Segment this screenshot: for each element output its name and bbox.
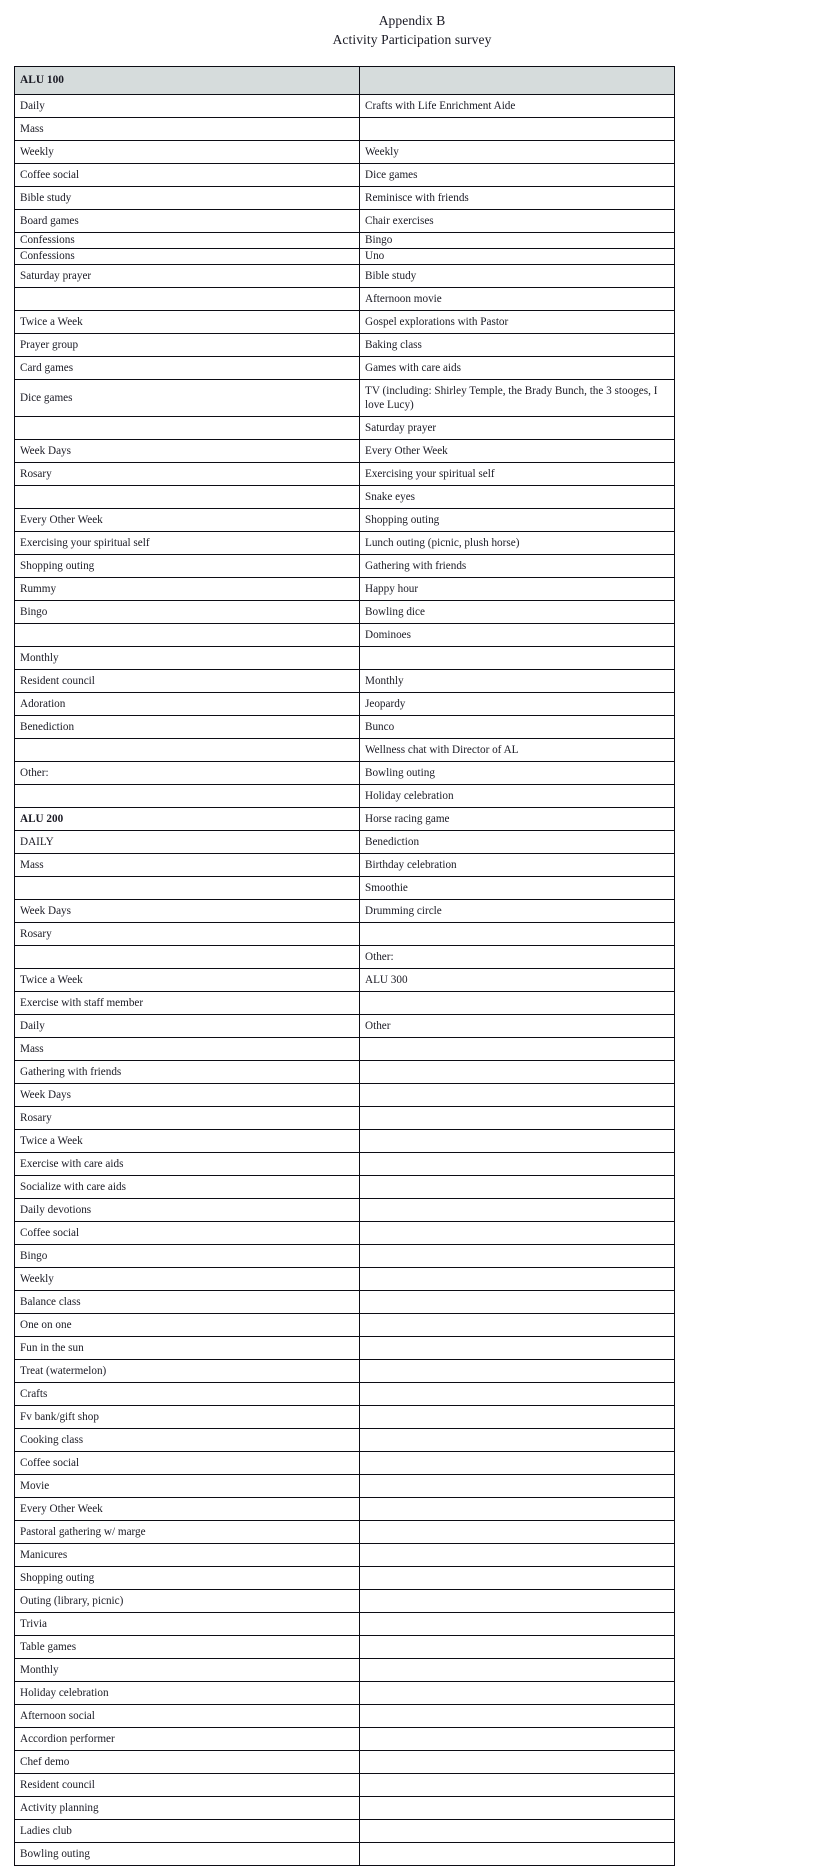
table-cell-frequency: Movie xyxy=(15,1475,360,1498)
table-cell-activity: Horse racing game xyxy=(360,808,675,831)
table-row xyxy=(15,739,675,762)
table-cell-activity: Other xyxy=(360,1015,675,1038)
table-cell-frequency: Shopping outing xyxy=(15,555,360,578)
table-row xyxy=(15,1452,675,1475)
table-cell-activity-blank xyxy=(360,1843,675,1866)
table-cell-frequency: Treat (watermelon) xyxy=(15,1360,360,1383)
table-row xyxy=(15,1682,675,1705)
table-cell-frequency: Week Days xyxy=(15,1084,360,1107)
table-row xyxy=(15,670,675,693)
table-cell-frequency: Socialize with care aids xyxy=(15,1176,360,1199)
table-cell-activity-blank xyxy=(360,1452,675,1475)
table-cell-frequency-blank xyxy=(15,877,360,900)
table-cell-activity: Bingo xyxy=(360,233,675,249)
table-cell-activity: Happy hour xyxy=(360,578,675,601)
table-row xyxy=(15,578,675,601)
table-cell-activity: Baking class xyxy=(360,334,675,357)
table-row xyxy=(15,357,675,380)
table-container xyxy=(0,49,824,1866)
table-cell-activity-blank xyxy=(360,1061,675,1084)
table-cell-activity: Gathering with friends xyxy=(360,555,675,578)
table-row xyxy=(15,1314,675,1337)
table-row xyxy=(15,141,675,164)
table-row xyxy=(15,1383,675,1406)
table-cell-activity: Bible study xyxy=(360,265,675,288)
table-row xyxy=(15,1153,675,1176)
table-row xyxy=(15,265,675,288)
table-cell-frequency: Pastoral gathering w/ marge xyxy=(15,1521,360,1544)
page-title-line-1: Appendix B xyxy=(378,13,446,28)
table-row xyxy=(15,601,675,624)
table-cell-activity-blank xyxy=(360,1797,675,1820)
table-cell-frequency: Every Other Week xyxy=(15,509,360,532)
table-cell-frequency-blank xyxy=(15,417,360,440)
table-cell-frequency: Exercise with care aids xyxy=(15,1153,360,1176)
table-cell-activity-blank xyxy=(360,1130,675,1153)
table-row xyxy=(15,1567,675,1590)
table-row xyxy=(15,1199,675,1222)
table-cell-frequency: Trivia xyxy=(15,1613,360,1636)
table-cell-activity: Benediction xyxy=(360,831,675,854)
table-cell-frequency: Adoration xyxy=(15,693,360,716)
table-cell-activity-blank xyxy=(360,1613,675,1636)
table-cell-activity-blank xyxy=(360,1314,675,1337)
table-cell-frequency: Weekly xyxy=(15,1268,360,1291)
table-row xyxy=(15,532,675,555)
table-cell-frequency: Gathering with friends xyxy=(15,1061,360,1084)
table-cell-activity: Uno xyxy=(360,249,675,265)
table-row xyxy=(15,1659,675,1682)
table-row xyxy=(15,647,675,670)
table-row xyxy=(15,1705,675,1728)
table-cell-activity: Dice games xyxy=(360,164,675,187)
table-cell-frequency: Shopping outing xyxy=(15,1567,360,1590)
table-cell-activity: Weekly xyxy=(360,141,675,164)
table-cell-activity-blank xyxy=(360,1245,675,1268)
table-row xyxy=(15,1751,675,1774)
table-cell-frequency: Bowling outing xyxy=(15,1843,360,1866)
table-row xyxy=(15,463,675,486)
table-row xyxy=(15,1498,675,1521)
table-cell-frequency: Prayer group xyxy=(15,334,360,357)
table-cell-frequency: Rosary xyxy=(15,1107,360,1130)
table-cell-frequency: Daily devotions xyxy=(15,1199,360,1222)
table-row xyxy=(15,831,675,854)
table-row xyxy=(15,486,675,509)
table-cell-activity-blank xyxy=(360,1337,675,1360)
table-row xyxy=(15,417,675,440)
table-row xyxy=(15,1268,675,1291)
table-row xyxy=(15,1475,675,1498)
table-cell-frequency: Coffee social xyxy=(15,164,360,187)
table-row xyxy=(15,808,675,831)
table-cell-activity: Wellness chat with Director of AL xyxy=(360,739,675,762)
table-cell-activity-blank xyxy=(360,1636,675,1659)
table-cell-activity-blank xyxy=(360,1498,675,1521)
table-cell-activity: Crafts with Life Enrichment Aide xyxy=(360,95,675,118)
table-row xyxy=(15,946,675,969)
table-cell-activity-blank xyxy=(360,1659,675,1682)
table-row xyxy=(15,923,675,946)
table-row xyxy=(15,1245,675,1268)
table-header-cell-group: ALU 100 xyxy=(15,67,360,95)
table-cell-frequency-blank xyxy=(15,739,360,762)
table-cell-activity: Games with care aids xyxy=(360,357,675,380)
table-cell-activity-blank xyxy=(360,1475,675,1498)
table-cell-frequency: Manicures xyxy=(15,1544,360,1567)
table-row xyxy=(15,992,675,1015)
table-cell-activity: Afternoon movie xyxy=(360,288,675,311)
table-row xyxy=(15,1061,675,1084)
table-cell-activity: Bowling dice xyxy=(360,601,675,624)
table-row xyxy=(15,1544,675,1567)
table-row xyxy=(15,1084,675,1107)
table-cell-frequency: Ladies club xyxy=(15,1820,360,1843)
table-cell-frequency-blank xyxy=(15,486,360,509)
table-cell-frequency: Coffee social xyxy=(15,1222,360,1245)
table-row xyxy=(15,900,675,923)
table-cell-frequency: Mass xyxy=(15,1038,360,1061)
table-row xyxy=(15,164,675,187)
table-cell-activity-blank xyxy=(360,1291,675,1314)
table-row xyxy=(15,380,675,417)
table-header-cell-blank xyxy=(360,67,675,95)
table-cell-frequency: Exercising your spiritual self xyxy=(15,532,360,555)
table-cell-frequency: Daily xyxy=(15,1015,360,1038)
table-row xyxy=(15,1797,675,1820)
table-cell-frequency: Bingo xyxy=(15,1245,360,1268)
table-row xyxy=(15,1107,675,1130)
table-row xyxy=(15,187,675,210)
table-row xyxy=(15,1636,675,1659)
table-cell-frequency: Dice games xyxy=(15,380,360,417)
table-row xyxy=(15,693,675,716)
table-cell-activity-blank xyxy=(360,1406,675,1429)
table-cell-frequency: Week Days xyxy=(15,440,360,463)
table-cell-activity: Gospel explorations with Pastor xyxy=(360,311,675,334)
table-cell-activity: Monthly xyxy=(360,670,675,693)
table-cell-activity: Lunch outing (picnic, plush horse) xyxy=(360,532,675,555)
table-cell-frequency: Resident council xyxy=(15,1774,360,1797)
table-cell-activity: ALU 300 xyxy=(360,969,675,992)
table-cell-activity: Bowling outing xyxy=(360,762,675,785)
table-row xyxy=(15,334,675,357)
table-cell-frequency-blank xyxy=(15,785,360,808)
table-cell-frequency: Week Days xyxy=(15,900,360,923)
table-row xyxy=(15,1360,675,1383)
table-cell-activity-blank xyxy=(360,1199,675,1222)
table-row xyxy=(15,440,675,463)
table-row xyxy=(15,1038,675,1061)
table-cell-activity-blank xyxy=(360,1222,675,1245)
page-title-line-2: Activity Participation survey xyxy=(332,32,492,47)
table-row xyxy=(15,249,675,265)
table-cell-frequency: DAILY xyxy=(15,831,360,854)
table-cell-activity-blank xyxy=(360,1383,675,1406)
table-cell-activity: Drumming circle xyxy=(360,900,675,923)
table-row xyxy=(15,1590,675,1613)
table-cell-activity-blank xyxy=(360,1820,675,1843)
table-row xyxy=(15,311,675,334)
table-cell-activity-blank xyxy=(360,118,675,141)
table-cell-activity-blank xyxy=(360,1153,675,1176)
table-cell-activity-blank xyxy=(360,1084,675,1107)
table-cell-frequency-blank xyxy=(15,946,360,969)
table-row xyxy=(15,785,675,808)
table-cell-frequency: Resident council xyxy=(15,670,360,693)
table-row xyxy=(15,1843,675,1866)
table-cell-activity-blank xyxy=(360,1429,675,1452)
table-cell-frequency: Board games xyxy=(15,210,360,233)
table-row xyxy=(15,210,675,233)
table-row xyxy=(15,233,675,249)
table-cell-activity: Bunco xyxy=(360,716,675,739)
table-row xyxy=(15,95,675,118)
table-cell-activity: Birthday celebration xyxy=(360,854,675,877)
table-cell-frequency: ALU 200 xyxy=(15,808,360,831)
table-cell-activity: Chair exercises xyxy=(360,210,675,233)
table-row xyxy=(15,1406,675,1429)
table-cell-activity-blank xyxy=(360,1521,675,1544)
table-cell-frequency: Activity planning xyxy=(15,1797,360,1820)
table-header-row xyxy=(15,67,675,95)
table-cell-frequency-blank xyxy=(15,624,360,647)
table-cell-activity-blank xyxy=(360,1590,675,1613)
table-cell-frequency: Rosary xyxy=(15,463,360,486)
table-cell-activity: Jeopardy xyxy=(360,693,675,716)
table-row xyxy=(15,288,675,311)
table-cell-frequency: Benediction xyxy=(15,716,360,739)
table-cell-frequency: Confessions xyxy=(15,233,360,249)
table-cell-frequency: Exercise with staff member xyxy=(15,992,360,1015)
table-cell-activity: Snake eyes xyxy=(360,486,675,509)
table-row xyxy=(15,509,675,532)
table-cell-activity: TV (including: Shirley Temple, the Brady Bunch, the 3 stooges, I love Lucy) xyxy=(360,380,675,417)
table-row xyxy=(15,1176,675,1199)
table-cell-frequency: Afternoon social xyxy=(15,1705,360,1728)
table-cell-activity: Every Other Week xyxy=(360,440,675,463)
table-cell-activity-blank xyxy=(360,1567,675,1590)
table-cell-activity: Other: xyxy=(360,946,675,969)
table-cell-activity: Exercising your spiritual self xyxy=(360,463,675,486)
table-cell-frequency: Cooking class xyxy=(15,1429,360,1452)
table-cell-frequency: Saturday prayer xyxy=(15,265,360,288)
table-cell-frequency: Mass xyxy=(15,118,360,141)
table-cell-activity-blank xyxy=(360,1360,675,1383)
table-cell-frequency: Crafts xyxy=(15,1383,360,1406)
table-cell-frequency: One on one xyxy=(15,1314,360,1337)
table-cell-frequency: Every Other Week xyxy=(15,1498,360,1521)
table-cell-frequency: Daily xyxy=(15,95,360,118)
table-cell-frequency: Rosary xyxy=(15,923,360,946)
table-cell-frequency: Table games xyxy=(15,1636,360,1659)
table-cell-frequency: Monthly xyxy=(15,647,360,670)
table-cell-frequency: Mass xyxy=(15,854,360,877)
table-cell-activity-blank xyxy=(360,1682,675,1705)
table-cell-frequency: Rummy xyxy=(15,578,360,601)
table-cell-frequency: Other: xyxy=(15,762,360,785)
table-cell-activity-blank xyxy=(360,1705,675,1728)
table-cell-frequency: Balance class xyxy=(15,1291,360,1314)
page-title xyxy=(0,0,824,49)
table-row xyxy=(15,1820,675,1843)
table-row xyxy=(15,762,675,785)
table-cell-activity-blank xyxy=(360,1268,675,1291)
table-row xyxy=(15,1429,675,1452)
table-cell-frequency: Fun in the sun xyxy=(15,1337,360,1360)
table-cell-frequency: Card games xyxy=(15,357,360,380)
activity-participation-survey-table xyxy=(14,66,675,1866)
table-cell-activity-blank xyxy=(360,923,675,946)
table-row xyxy=(15,1521,675,1544)
table-row xyxy=(15,1774,675,1797)
table-cell-activity-blank xyxy=(360,1751,675,1774)
table-cell-activity: Holiday celebration xyxy=(360,785,675,808)
table-row xyxy=(15,854,675,877)
table-cell-activity-blank xyxy=(360,647,675,670)
table-cell-frequency: Coffee social xyxy=(15,1452,360,1475)
table-row xyxy=(15,624,675,647)
table-row xyxy=(15,1337,675,1360)
table-cell-frequency: Twice a Week xyxy=(15,311,360,334)
table-cell-frequency: Bible study xyxy=(15,187,360,210)
table-cell-frequency: Twice a Week xyxy=(15,969,360,992)
table-row xyxy=(15,877,675,900)
table-row xyxy=(15,555,675,578)
table-row xyxy=(15,1222,675,1245)
table-cell-frequency: Twice a Week xyxy=(15,1130,360,1153)
table-cell-activity: Shopping outing xyxy=(360,509,675,532)
table-cell-activity-blank xyxy=(360,1774,675,1797)
table-row xyxy=(15,969,675,992)
table-cell-frequency: Chef demo xyxy=(15,1751,360,1774)
table-cell-frequency: Holiday celebration xyxy=(15,1682,360,1705)
table-cell-activity-blank xyxy=(360,1544,675,1567)
table-cell-frequency: Monthly xyxy=(15,1659,360,1682)
table-cell-activity-blank xyxy=(360,1107,675,1130)
table-cell-activity-blank xyxy=(360,1728,675,1751)
table-row xyxy=(15,716,675,739)
table-cell-activity: Saturday prayer xyxy=(360,417,675,440)
table-cell-frequency: Bingo xyxy=(15,601,360,624)
table-cell-activity-blank xyxy=(360,1038,675,1061)
table-cell-frequency: Weekly xyxy=(15,141,360,164)
table-cell-frequency: Fv bank/gift shop xyxy=(15,1406,360,1429)
table-row xyxy=(15,1015,675,1038)
table-cell-activity: Reminisce with friends xyxy=(360,187,675,210)
table-row xyxy=(15,1130,675,1153)
table-cell-frequency: Confessions xyxy=(15,249,360,265)
table-row xyxy=(15,1613,675,1636)
table-cell-activity: Smoothie xyxy=(360,877,675,900)
table-row xyxy=(15,118,675,141)
table-cell-frequency: Accordion performer xyxy=(15,1728,360,1751)
table-cell-activity: Dominoes xyxy=(360,624,675,647)
table-row xyxy=(15,1291,675,1314)
table-cell-frequency-blank xyxy=(15,288,360,311)
table-row xyxy=(15,1728,675,1751)
table-cell-frequency: Outing (library, picnic) xyxy=(15,1590,360,1613)
table-cell-activity-blank xyxy=(360,992,675,1015)
table-cell-activity-blank xyxy=(360,1176,675,1199)
